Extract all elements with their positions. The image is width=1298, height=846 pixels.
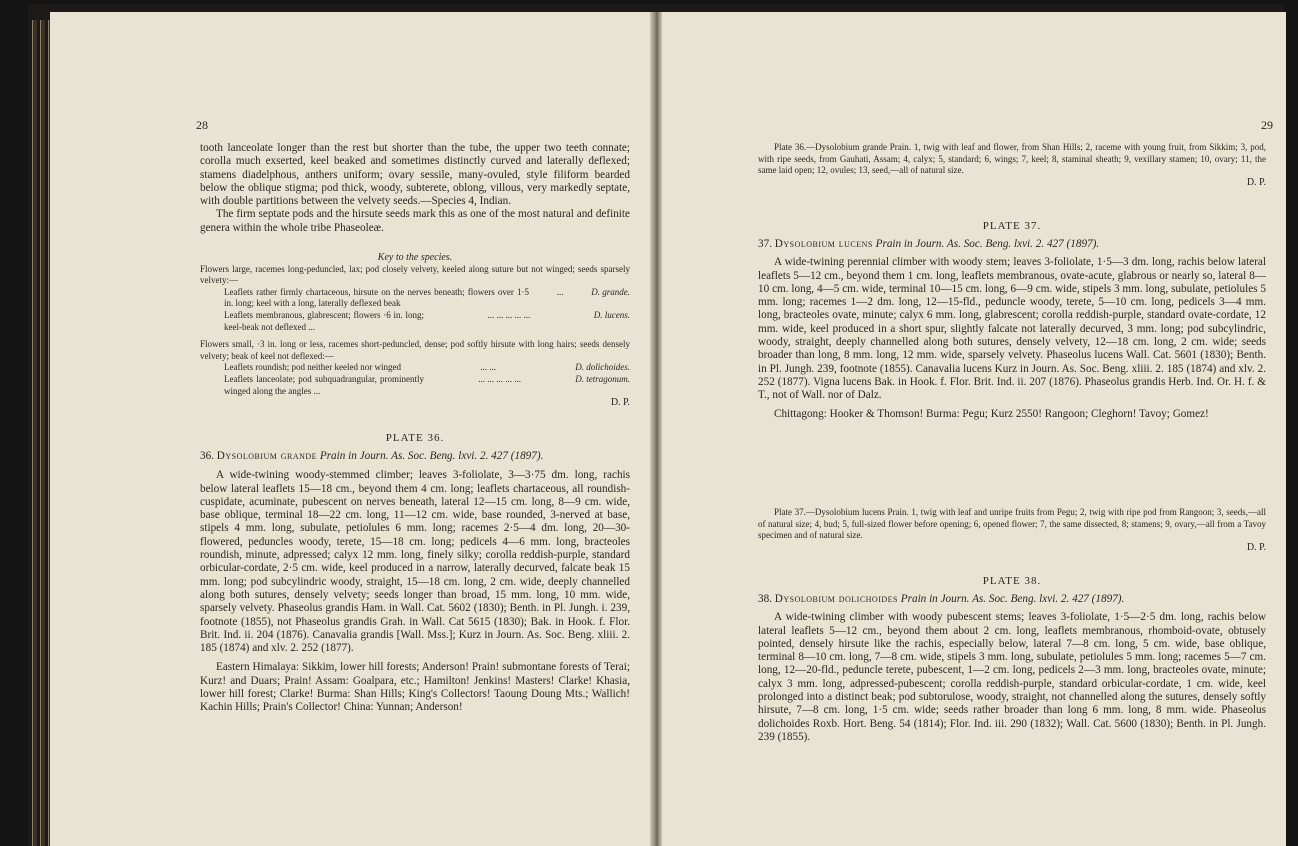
species-citation: Prain in Journ. As. Soc. Beng. lxvi. 2. 427 (1897). xyxy=(900,593,1125,605)
key-species: D. tetragonum. xyxy=(575,373,630,384)
key-group-1: Flowers large, racemes long-peduncled, lax; pod closely velvety, keeled along suture but not winged; seeds sparsely velvety:— xyxy=(200,263,630,286)
key-entry-text: Leaflets rather firmly chartaceous, hirsute on the nerves beneath; flowers over 1·5 in. long; keel with a long, laterally deflexed beak xyxy=(224,286,529,309)
species-distribution: Chittagong: Hooker & Thomson! Burma: Pegu; Kurz 2550! Rangoon; Cleghorn! Tavoy; Gomez! xyxy=(774,407,1209,420)
species-number: 37. xyxy=(758,238,772,250)
left-page xyxy=(50,12,650,846)
page-number: 29 xyxy=(1261,118,1273,132)
key-group-2: Flowers small, ·3 in. long or less, racemes short-peduncled, dense; pod softly hirsute with long hairs; seeds densely velvety; beak of keel not deflexed:— xyxy=(200,339,630,361)
species-distribution: Eastern Himalaya: Sikkim, lower hill forests; Anderson! Prain! submontane forests of Terai; Kurz! and Duars; Prain! Assam: Goalpara, etc.; Hamilton! Jenkins! Masters! Clarke! Khasia, lower hill forest; Clarke! Burma: Shan Hills; King's Collectors! Taoung Doung Mts.; Wallich! Kachin Hills; Prain's Collector! China: Yunnan; Anderson! xyxy=(200,661,630,714)
key-title: Key to the species. xyxy=(377,252,453,263)
plate-caption: Plate 36.—Dysolobium grande Prain. 1, twig with leaf and flower, from Shan Hills; 2, raceme with young fruit, from Sikkim; 3, pod, with ripe seeds, from Gauhati, Assam; 4, calyx; 5, standard; 6, wings; 7, keel; 8, staminal sheath; 9, vexillary stamen; 10, ovary; 11, the same laid open; 12, ovules; 13, seed,—all of natural size. xyxy=(758,142,1266,176)
key-entry xyxy=(200,374,630,397)
key-species: D. dolichoides. xyxy=(575,362,630,373)
species-number: 36. xyxy=(200,450,214,462)
key-entry xyxy=(200,287,630,310)
key-dots: ... ... xyxy=(480,362,496,373)
continuation-block xyxy=(200,142,630,235)
key-dots: ... xyxy=(556,286,564,297)
species-38 xyxy=(758,593,1266,744)
species-citation: Prain in Journ. As. Soc. Beng. lxvi. 2. 427 (1897). xyxy=(875,238,1100,250)
page-edge xyxy=(32,20,37,846)
species-description: A wide-twining woody-stemmed climber; leaves 3-foliolate, 3—3·75 dm. long, rachis below lateral leaflets 15—18 cm., beyond them 4 cm. long; leaflets chartaceous, all roundish-cuspidate, acuminate, pubescent on nerves beneath, lateral 12—15 cm. long, 8—9 cm. wide, base oblique, terminal 18—22 cm. long, 11—12 cm. wide, base rounded, 3-nerved at base, stipels 4 mm. long, subulate, petiolules 6 mm. long; racemes 2·5—4 dm. long, 20—30-flowered, peduncles woody, terete, 15—18 cm. long; pedicels 4—6 mm. long, bracteoles roundish, minute, adpressed; calyx 12 mm. long, finely silky; corolla reddish-purple, standard orbicular-cordate, 2·5 cm. wide, keel produced in a narrow, laterally decurved, falcate beak 15 mm. long; pod subcylindric woody, straight, 15—18 cm. long, 2 cm. wide, deeply channelled along both sutures, densely velvety; seeds longer than broad, 15 mm. long, 10 mm. wide, sparsely velvety. Phaseolus grandis Ham. in Wall. Cat. 5602 (1830); Benth. in Pl. Jungh. i. 239, footnote (1855), not Phaseolus grandis Grah. in Wall. Cat 5615 (1830); Bak. in Hook. f. Flor. Brit. Ind. ii. 204 (1876). Canavalia grandis [Wall. Mss.]; Kurz in Journ. As. Soc. Beng. xliii. 2. 185 (1874) and xlv. 2. 252 (1877). xyxy=(200,469,630,655)
plate-heading: PLATE 36. xyxy=(385,432,445,444)
plate-caption: Plate 37.—Dysolobium lucens Prain. 1, twig with leaf and unripe fruits from Pegu; 2, twig with ripe pod from Rangoon; 3, seeds,—all of natural size; 4, bud; 5, full-sized flower before opening; 6, opened flower; 7, the same dissected, 8; stamens; 9, ovary,—all from a Tavoy specimen and of natural size. xyxy=(758,507,1266,541)
key-entry xyxy=(200,310,630,333)
right-page xyxy=(662,12,1286,846)
key-entry xyxy=(200,362,630,374)
continuation-text-2: The firm septate pods and the hirsute seeds mark this as one of the most natural and definite genera within the whole tribe Phaseoleæ. xyxy=(200,208,630,234)
key-entry-text: Leaflets lanceolate; pod subquadrangular, prominently winged along the angles ... xyxy=(224,373,424,396)
plate-37-caption-block xyxy=(758,507,1266,553)
species-key xyxy=(200,252,630,409)
species-number: 38. xyxy=(758,593,772,605)
page-edge xyxy=(40,20,45,846)
key-species: D. grande. xyxy=(591,286,630,297)
page-number: 28 xyxy=(196,118,208,132)
key-dots: ... ... ... ... ... xyxy=(478,373,521,384)
species-citation: Prain in Journ. As. Soc. Beng. lxvi. 2. 427 (1897). xyxy=(319,450,544,462)
signature: D. P. xyxy=(610,397,630,409)
species-37 xyxy=(758,238,1266,421)
book-gutter xyxy=(650,12,662,846)
species-name: Dysolobium lucens xyxy=(774,238,873,250)
plate-heading: PLATE 38. xyxy=(982,575,1042,587)
species-description: A wide-twining perennial climber with woody stem; leaves 3-foliolate, 1·5—3 dm. long, rachis below lateral leaflets 5—12 cm., beyond them 1 cm. long, leaflets membranous, ovate-acute, glabrous or nearly so, lateral 8—10 cm. long, 4—5 cm. wide, terminal 10—15 cm. long, 6—9 cm. wide, stipels 3 mm. long, subulate, petiolules 5 mm. long; racemes 1—2 dm. long, 12—15-fld., peduncle woody, terete, 5—10 cm. long, pedicels 3—4 mm. long, bracteoles ovate, minute; calyx 6 mm. long, glabrescent; corolla reddish-purple, standard ovate-cordate, 12 mm. wide, keel produced in a short spur, slightly falcate not laterally decurved, 3 mm. long; pod subcylindric, woody, straight, deeply channelled along both sutures, densely velvety, 12—18 cm. long, 2 cm. wide; seeds broader than long, 8 mm. long, 12 mm. wide, sparsely velvety. Phaseolus lucens Wall. Cat. 5601 (1830); Benth. in Pl. Jungh. 239, footnote (1855). Canavalia lucens Kurz in Journ. As. Soc. Beng. xliii. 2. 185 (1874) and xlv. 2. 252 (1877). Vigna lucens Bak. in Hook. f. Flor. Brit. Ind. ii. 207 (1876). Phaseolus grandis Herb. Ind. Or. H. f. & T., not of Wall. nor of Dalz. xyxy=(758,256,1266,402)
species-description: A wide-twining climber with woody pubescent stems; leaves 3-foliolate, 1·5—2·5 dm. long, rachis below lateral leaflets 5—12 cm., beyond them about 2 cm. long, leaflets membranous, rhomboid-ovate, obtusely pointed, densely hirsute like the rachis, especially below, lateral 7—8 cm. long, 5 cm. wide, base oblique, terminal 8—10 cm. long, 7—8 cm. wide, stipels 3 mm. long, subulate, petiolules 5 mm. long; racemes 5—7 cm. long, 12—20-fld., peduncle terete, pubescent, 1—2 cm. long, pedicels 2—3 mm. long, bracteoles ovate, minute; calyx 3 mm. long, adpressed-pubescent; corolla reddish-purple, standard orbicular-cordate, 1 cm. wide, keel prolonged into a distinct beak; pod subtorulose, woody, straight, not channelled along the sutures, densely softly hirsute, 7—8 cm. long, 1·5 cm. wide; seeds rather broader than long 6 mm. long, 8 mm. wide. Phaseolus dolichoides Roxb. Hort. Beng. 54 (1814); Flor. Ind. iii. 290 (1832); Wall. Cat. 5600 (1830); Benth. in Pl. Jungh. 239 (1855). xyxy=(758,611,1266,743)
species-36 xyxy=(200,450,630,715)
key-entry-text: Leaflets membranous, glabrescent; flowers ·6 in. long; keel-beak not deflexed ... xyxy=(224,309,424,332)
plate-36-caption-block xyxy=(758,142,1266,188)
species-name: Dysolobium grande xyxy=(216,450,318,462)
species-name: Dysolobium dolichoides xyxy=(774,593,898,605)
plate-heading: PLATE 37. xyxy=(982,220,1042,232)
continuation-text: tooth lanceolate longer than the rest but shorter than the tube, the upper two teeth connate; corolla much exserted, keel beaked and sometimes distinctly curved and laterally deflexed; stamens diadelphous, anthers uniform; ovary sessile, many-ovuled, style filiform bearded below the oblique stigma; pod thick, woody, subterete, oblong, villous, very markedly septate, with double partitions between the velvety seeds.—Species 4, Indian. xyxy=(200,142,630,208)
key-entry-text: Leaflets roundish; pod neither keeled nor winged xyxy=(224,362,401,373)
key-dots: ... ... ... ... ... xyxy=(487,309,531,320)
signature: D. P. xyxy=(1246,541,1266,553)
signature: D. P. xyxy=(1246,176,1266,188)
key-species: D. lucens. xyxy=(593,309,630,320)
